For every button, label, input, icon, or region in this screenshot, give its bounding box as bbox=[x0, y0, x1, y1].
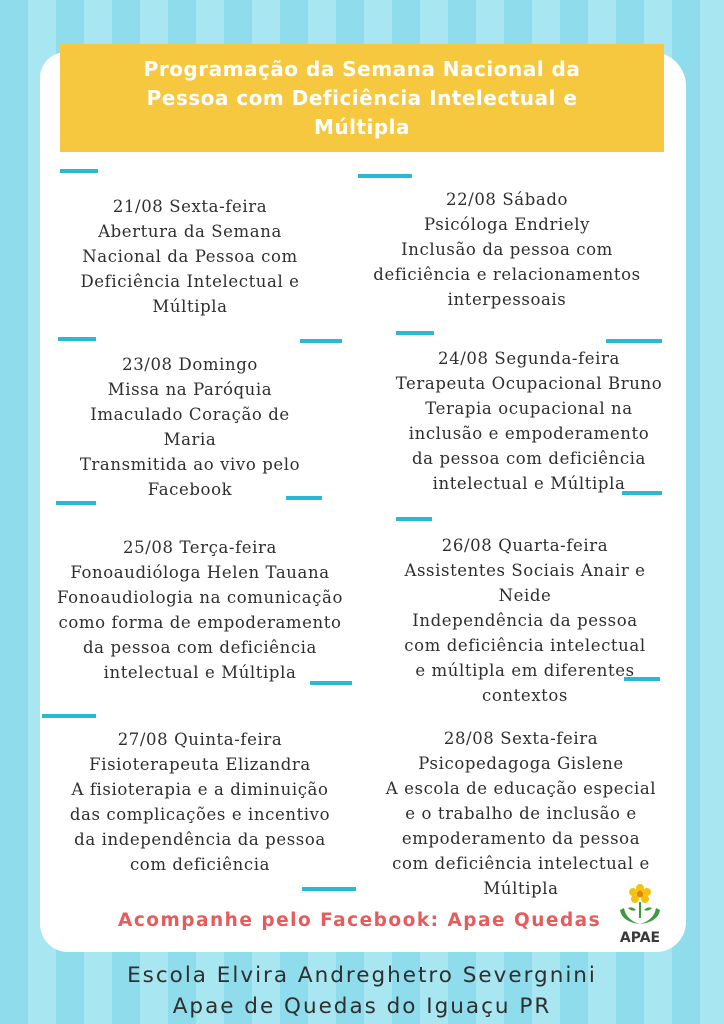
event-date: 22/08 Sábado bbox=[445, 190, 569, 209]
event-block: 21/08 Sexta-feira Abertura da Semana Nacional da Pessoa com Deficiência Intelectual e Múltipla bbox=[40, 194, 340, 319]
event-date: 27/08 Quinta-feira bbox=[117, 730, 283, 749]
event-date: 21/08 Sexta-feira bbox=[112, 197, 268, 216]
apae-logo bbox=[614, 880, 666, 946]
event-date: 24/08 Segunda-feira bbox=[438, 349, 620, 368]
event-block: 24/08 Segunda-feira Terapeuta Ocupacional Bruno Terapia ocupacional na inclusão e empoderamento da pessoa com deficiência intelectual e Múltipla bbox=[374, 346, 684, 496]
divider-dash bbox=[58, 337, 96, 341]
event-date: 26/08 Quarta-feira bbox=[441, 536, 609, 555]
event-block: 25/08 Terça-feira Fonoaudióloga Helen Tauana Fonoaudiologia na comunicação como forma de empoderamento da pessoa com deficiência intelectual e Múltipla bbox=[40, 535, 360, 685]
title-banner bbox=[60, 44, 664, 152]
event-date: 25/08 Terça-feira bbox=[123, 538, 277, 557]
divider-dash bbox=[396, 517, 432, 521]
divider-dash bbox=[302, 887, 356, 891]
event-block: 27/08 Quinta-feira Fisioterapeuta Elizandra A fisioterapia e a diminuição das complicações e incentivo da independência da pessoa com deficiência bbox=[40, 727, 360, 877]
facebook-follow-text: Acompanhe pelo Facebook: Apae Quedas bbox=[118, 910, 602, 931]
event-block: 28/08 Sexta-feira Psicopedagoga Gislene A escola de educação especial e o trabalho de inclusão e empoderamento da pessoa com deficiência intelectual e Múltipla bbox=[362, 726, 680, 901]
divider-dash bbox=[42, 714, 96, 718]
divider-dash bbox=[300, 339, 342, 343]
logo-text: APAE bbox=[619, 930, 661, 946]
divider-dash bbox=[60, 169, 98, 173]
apae-flower-hands-icon bbox=[614, 880, 666, 930]
event-block: 26/08 Quarta-feira Assistentes Sociais Anair e Neide Independência da pessoa com deficiência intelectual e múltipla em diferentes contextos bbox=[370, 533, 680, 708]
page-title: Programação da Semana Nacional da Pessoa com Deficiência Intelectual e Múltipla bbox=[143, 56, 581, 139]
event-date: 23/08 Domingo bbox=[122, 355, 258, 374]
event-block: 23/08 Domingo Missa na Paróquia Imaculado Coração de Maria Transmitida ao vivo pelo Facebook bbox=[40, 352, 340, 502]
event-date: 28/08 Sexta-feira bbox=[443, 729, 599, 748]
divider-dash bbox=[396, 331, 434, 335]
divider-dash bbox=[358, 174, 412, 178]
event-block: 22/08 Sábado Psicóloga Endriely Inclusão da pessoa com deficiência e relacionamentos interpessoais bbox=[354, 187, 660, 312]
footer-school-name: Escola Elvira Andreghetro Severgnini bbox=[127, 963, 597, 988]
footer-location: Apae de Quedas do Iguaçu PR bbox=[172, 994, 552, 1019]
divider-dash bbox=[606, 339, 662, 343]
